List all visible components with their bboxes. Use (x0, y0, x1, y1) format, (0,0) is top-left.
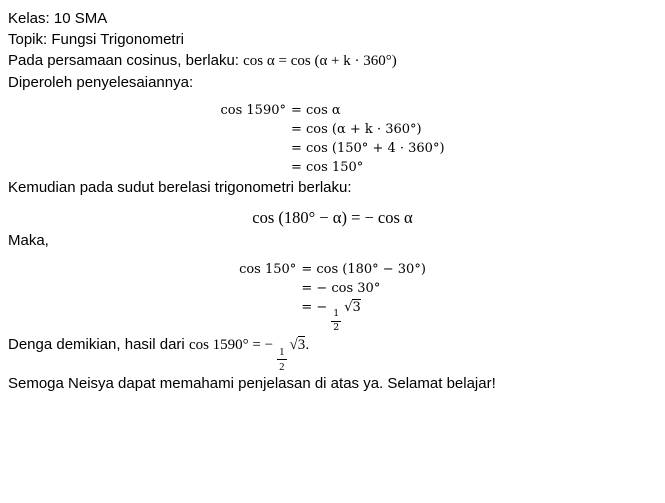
solution-intro-line: Diperoleh penyelesaiannya: (8, 74, 194, 91)
equation-row (220, 139, 444, 158)
fraction-one-half (331, 309, 341, 334)
conclusion-math-lhs: cos 1590° = − (188, 336, 274, 353)
radical-sign: √ (344, 300, 353, 315)
class-line: Kelas: 10 SMA (8, 10, 108, 27)
equation-lhs: cos 1590° (220, 103, 286, 118)
fraction-one-half (277, 346, 286, 374)
equation-row (239, 260, 426, 279)
equation-row (220, 101, 444, 120)
closing-message-line: Semoga Neisya dapat memahami penjelasan di atas ya. Selamat belajar! (8, 375, 496, 393)
equation-row (239, 279, 426, 298)
sqrt-3 (344, 299, 361, 315)
equation-lhs: cos 150° (239, 262, 297, 277)
conclusion-line (8, 334, 657, 374)
equation-rhs: = cos (150° + 4 · 360°) (290, 141, 445, 156)
period: . (305, 335, 310, 353)
fraction-numerator: 1 (277, 346, 286, 360)
equation-row (220, 158, 444, 177)
equation-rhs: = cos (α + k · 360°) (290, 122, 422, 137)
cosine-rule-text: Pada persamaan cosinus, berlaku: (8, 52, 244, 69)
equation-block-solution (220, 101, 444, 177)
radical-sign: √ (289, 336, 298, 353)
equation-lhs (220, 120, 291, 139)
relation-intro-line: Kemudian pada sudut berelasi trigonometri berlaku: (8, 179, 352, 196)
equation-lhs (220, 158, 291, 177)
equation-lhs (239, 279, 301, 298)
relation-equation: cos (180° − α) = − cos α (252, 208, 413, 227)
maka-line: Maka, (8, 232, 49, 249)
fraction-numerator: 1 (331, 309, 341, 322)
equation-rhs: = cos (180° − 30°) (301, 262, 426, 277)
radicand: 3 (297, 336, 306, 353)
fraction-denominator: 2 (333, 321, 340, 333)
fraction-denominator: 2 (279, 360, 285, 373)
equation-rhs: = cos 150° (290, 160, 364, 175)
equation-block-result (239, 260, 426, 334)
cosine-rule-math: cos α = cos (α + k · 360°) (243, 53, 397, 69)
sqrt-3 (290, 336, 306, 353)
equation-rhs: = − cos 30° (301, 281, 381, 296)
equation-rhs-prefix: = − (301, 300, 328, 315)
topic-line: Topik: Fungsi Trigonometri (8, 31, 184, 48)
equation-row (239, 298, 426, 334)
radicand: 3 (352, 300, 361, 315)
conclusion-text: Denga demikian, hasil dari (8, 335, 189, 353)
equation-row (220, 120, 444, 139)
cosine-rule-line (8, 50, 657, 72)
equation-rhs: = cos α (290, 103, 341, 118)
equation-rhs (301, 298, 426, 334)
equation-lhs (239, 298, 301, 334)
equation-lhs (220, 139, 291, 158)
conclusion-math (188, 336, 306, 373)
